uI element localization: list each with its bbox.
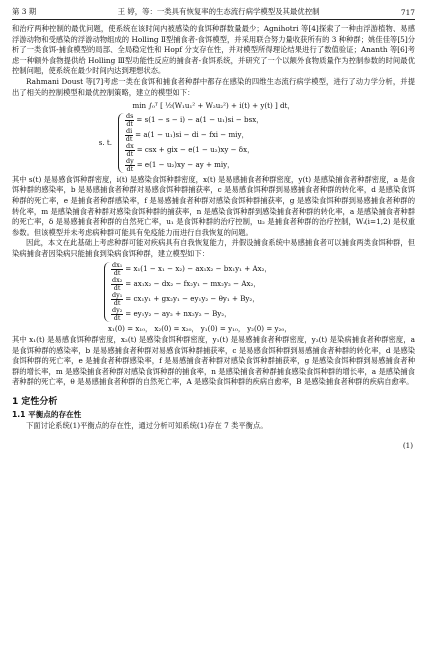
paragraph-variables-1: 其中 s(t) 是易感食饵种群密度，i(t) 是感染食饵种群密度，x(t) 是易感捕食者种群密度，y(t) 是感染捕食者种群密度，a 是食饵种群的感染率，b 是易感捕食者种群对易感食饵种群捕获率，c 是易感食饵种群到易感捕食者种群的转化率，d 是感染食饵种群的死亡率，e 是捕食者种群感染率，f 是易感捕食者种群对感染食饵种群捕获率，g 是感染食饵种群到易感捕食者种群的转化率，m 是感染捕食者种群对感染食饵种群的捕获率，n 是感染食饵种群到感染捕食者种群的转化率，a 是感染捕食者种群的死亡率，δ 是易感捕食者种群的自然死亡率，u₁ 是食饵种群的治疗控制，u₂ 是捕食者种群的治疗控制，Wᵢ(i=1,2) 是权重参数。但该模型并未考虑病种群可能具有免疫能力而进行自我恢复的问题。	[12, 174, 415, 237]
equation-dy2: $\frac{\text{dy₂}}{dt}$ = ey₁y₂ − ay₂ + nx₂y₂ − By₂，	[112, 305, 232, 322]
equation-dx1: $\frac{\text{dx₁}}{dt}$ = x₁(1 − x₁ − x₂) − ax₁x₂ − bx₁y₁ + Ax₂，	[112, 260, 272, 277]
section-heading: 1 定性分析	[12, 397, 58, 408]
equation-di: $\frac{di}{dt}$ = a(1 − u₁)si − di − fxi − miy，	[125, 126, 249, 143]
paragraph-rahmani: Rahmani Doust 等[7]考虑一类在食饵和捕食者种群中都存在感染的四维生态流行病学模型，进行了动力学分析，并提出了相关的控制模型和最优控制策略，建立的模型如下：	[12, 76, 415, 97]
subsection-heading: 1.1 平衡点的存在性	[12, 410, 82, 420]
paragraph-equilibria: 下面讨论系统(1)平衡点的存在性，通过分析可知系统(1)存在 7 类平衡点。	[26, 421, 268, 431]
subject-to-label: s. t.	[98, 137, 112, 147]
equation-dx: $\frac{dx}{dt}$ = csx + gix − e(1 − u₂)xy − δx，	[126, 141, 255, 158]
paragraph-variables-2: 其中 x₁(t) 是易感食饵种群密度，x₂(t) 是感染食饵种群密度，y₁(t) 是易感捕食者种群密度，y₂(t) 是染病捕食者种群密度，a 是食饵种群的感染率，b 是易感捕食者种群对易感食饵种群捕获率，c 是易感食饵种群到易感捕食者种群的转化率，d 是感染食饵种群的死亡率，e 是捕食者种群感染率，f 是易感捕食者种群对感染食饵种群捕获率，g 是感染食饵种群到易感捕食者种群的增长率，m 是感染捕食者种群对感染食饵种群的捕食率，n 是感染捕食者种群捕食感染食饵种群的增长率，a 是感染捕食者种群的死亡率，θ 是易感捕食者种群的自然死亡率，A 是感染食饵种群的疾病自愈率，B 是感染捕食者种群的疾病自愈率。	[12, 335, 415, 387]
model-constraints	[92, 113, 415, 173]
running-header	[12, 6, 415, 20]
equation-number: (1)	[402, 441, 413, 450]
equation-ds: $\frac{ds}{dt}$ = s(1 − s − i) − a(1 − u₁)si − bsx，	[126, 111, 264, 128]
objective-function: min ∫₀ᵀ [ ½(W₁u₁² + W₂u₂²) + i(t) + y(t) ] dt，	[132, 101, 295, 111]
paragraph-model-intro: 因此，本文在此基础上考虑种群可能对疾病具有自我恢复能力，并假设捕食系统中易感捕食者可以捕食两类食饵种群，但染病捕食者因染病只能捕食到染病食饵种群，建立模型如下：	[12, 238, 415, 258]
equation-dy: $\frac{dy}{dt}$ = e(1 − u₂)xy − ay + miy，	[126, 156, 235, 173]
equation-dx2: $\frac{\text{dx₂}}{dt}$ = ax₁x₂ − dx₂ − fx₂y₁ − mx₂y₂ − Ax₂，	[112, 275, 261, 292]
paragraph-intro: 和治疗两种控制的最优问题，使系统在该时间内被感染的食饵种群数量最少；Agnihotri 等[4]探索了一种由浮游植物、易感浮游动物和受感染的浮游动物组成的 Holling Ⅱ型捕食者-食饵模型，并采用联合努力量收获所有的 3 种种群；姚佳佳等[5]分析了一类食饵-捕食模型的局部、全局稳定性和 Hopf 分支存在性，并对模型所得理论结果进行了数值验证；Ananth 等[6]考虑一种额外食物提供给 Holling Ⅲ型功能性反应的捕食者-食饵系统，并研究了一个以额外食物质量作为控制参数的时间最优控制问题，使系统在最少时间内达到理想状态。	[12, 24, 415, 76]
initial-conditions: x₁(0) = x₁₀， x₂(0) = x₂₀， y₁(0) = y₁₀， y₂(0) = y₂₀，	[108, 323, 292, 333]
issue-number: 第 3 期	[12, 7, 37, 16]
running-title: 王 婷，等：一类具有恢复率的生态流行病学模型及其最优控制	[117, 7, 320, 16]
model-system-1	[102, 262, 415, 322]
equation-dy1: $\frac{\text{dy₁}}{dt}$ = cx₁y₁ + gx₂y₁ − ey₁y₂ − θy₁ + By₂，	[112, 290, 260, 307]
page-number: 717	[400, 8, 415, 17]
system-1-equations	[104, 262, 272, 322]
constraint-system	[118, 113, 263, 173]
